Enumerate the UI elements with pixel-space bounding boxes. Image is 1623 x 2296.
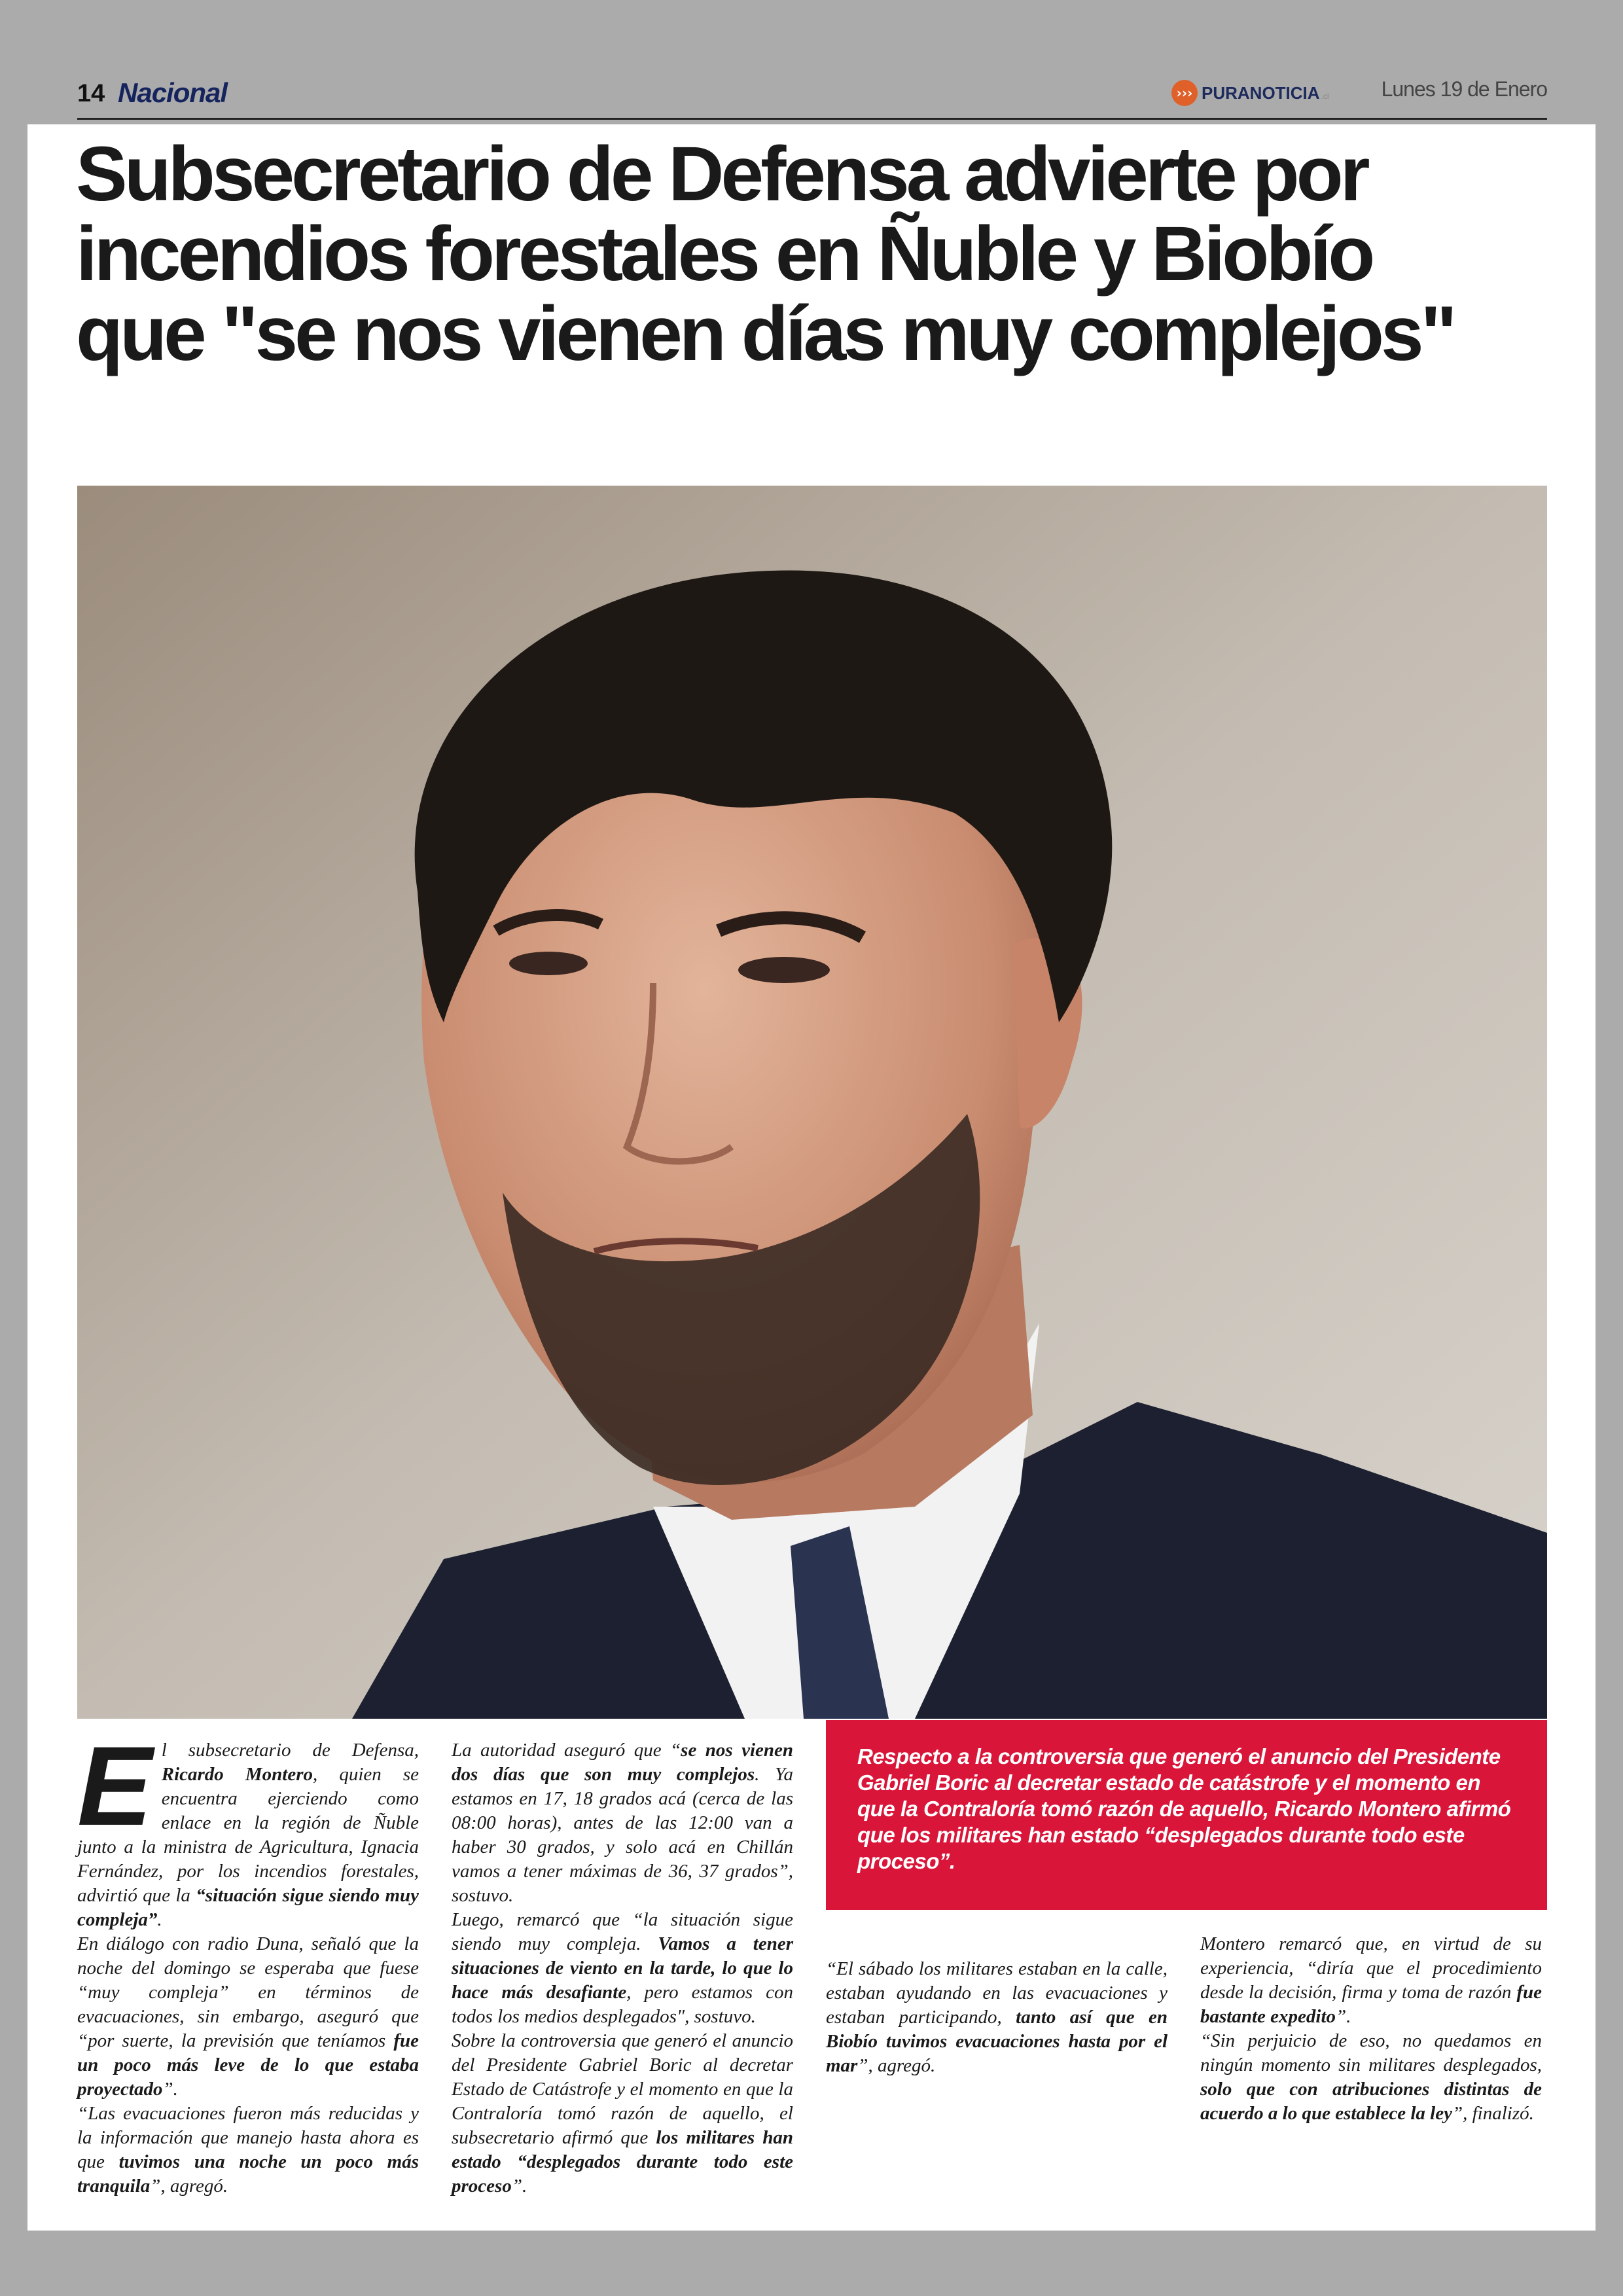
- brand-suffix: .cl: [1321, 92, 1329, 101]
- drop-cap: E: [77, 1723, 152, 1849]
- person-name: Ricardo Montero: [161, 1764, 313, 1785]
- article-photo: [77, 486, 1547, 1719]
- article-headline: Subsecretario de Defensa advierte por incendios forestales en Ñuble y Biobío que "se nos vienen días muy complejos": [76, 131, 1454, 377]
- brand-logo: [1171, 79, 1329, 107]
- paragraph-9: “Sin perjuicio de eso, no quedamos en ningún momento sin militares desplegados, solo que con atribuciones distintas de acuerdo a lo que establece la ley”, finalizó.: [1200, 2030, 1542, 2124]
- paragraph-8: Montero remarcó que, en virtud de su experiencia, “diría que el procedimiento desde la decisión, firma y toma de razón fue bastante expedito”.: [1200, 1933, 1542, 2027]
- play-arrows-icon: ›››: [1171, 80, 1198, 106]
- paragraph-2: En diálogo con radio Duna, señaló que la noche del domingo se esperaba que fuese “muy compleja” en términos de evacuaciones, sin embargo, aseguró que “por suerte, la previsión que teníamos fue un poco más leve de lo que estaba proyectado”.: [77, 1933, 419, 2100]
- paragraph-4: La autoridad aseguró que “se nos vienen dos días que son muy complejos. Ya estamos en 17, 18 grados acá (cerca de las 08:00 horas), antes de las 12:00 van a haber 30 grados, y solo acá en Chillán vamos a tener máximas de 36, 37 grados”, sostuvo.: [452, 1740, 793, 1906]
- pull-quote-text: Respecto a la controversia que generó el anuncio del Presidente Gabriel Boric al decretar estado de catástrofe y el momento en que la Contraloría tomó razón de aquello, Ricardo Montero afirmó que los militares han estado “desplegados durante todo este proceso”.: [857, 1744, 1511, 1873]
- paragraph-5: Luego, remarcó que “la situación sigue siendo muy compleja. Vamos a tener situaciones de viento en la tarde, lo que lo hace más desafiante, pero estamos con todos los medios desplegados", sostuvo.: [452, 1909, 793, 2027]
- paragraph-1: l subsecretario de Defensa, Ricardo Montero, quien se encuentra ejerciendo como enlace en la región de Ñuble junto a la ministra de Agricultura, Ignacia Fernández, por los incendios forestales, advirtió que la “situación sigue siendo muy compleja”.: [77, 1740, 419, 1930]
- portrait-illustration: [77, 486, 1547, 1719]
- paragraph-3: “Las evacuaciones fueron más reducidas y la información que manejo hasta ahora es que tuvimos una noche un poco más tranquila”, agregó.: [77, 2103, 419, 2197]
- body-column-1: [77, 1723, 419, 2198]
- brand-name: PURANOTICIA: [1202, 82, 1320, 103]
- body-column-3: [826, 1957, 1168, 2078]
- body-column-4: [1200, 1932, 1542, 2126]
- page-number: 14: [77, 80, 105, 107]
- section-name: Nacional: [118, 77, 228, 108]
- paragraph-6: Sobre la controversia que generó el anuncio del Presidente Gabriel Boric al decretar Estado de Catástrofe y el momento en que la Contraloría tomó razón de aquello, el subsecretario afirmó que los militares han estado “desplegados durante todo este proceso”.: [452, 2030, 793, 2197]
- body-column-2: [452, 1738, 793, 2198]
- issue-date: Lunes 19 de Enero: [1381, 77, 1547, 101]
- paragraph-7: “El sábado los militares estaban en la calle, estaban ayudando en las evacuaciones y estaban participando, tanto así que en Biobío tuvimos evacuaciones hasta por el mar”, agregó.: [826, 1958, 1168, 2076]
- pull-quote-box: [826, 1720, 1547, 1910]
- running-header: [77, 73, 1547, 120]
